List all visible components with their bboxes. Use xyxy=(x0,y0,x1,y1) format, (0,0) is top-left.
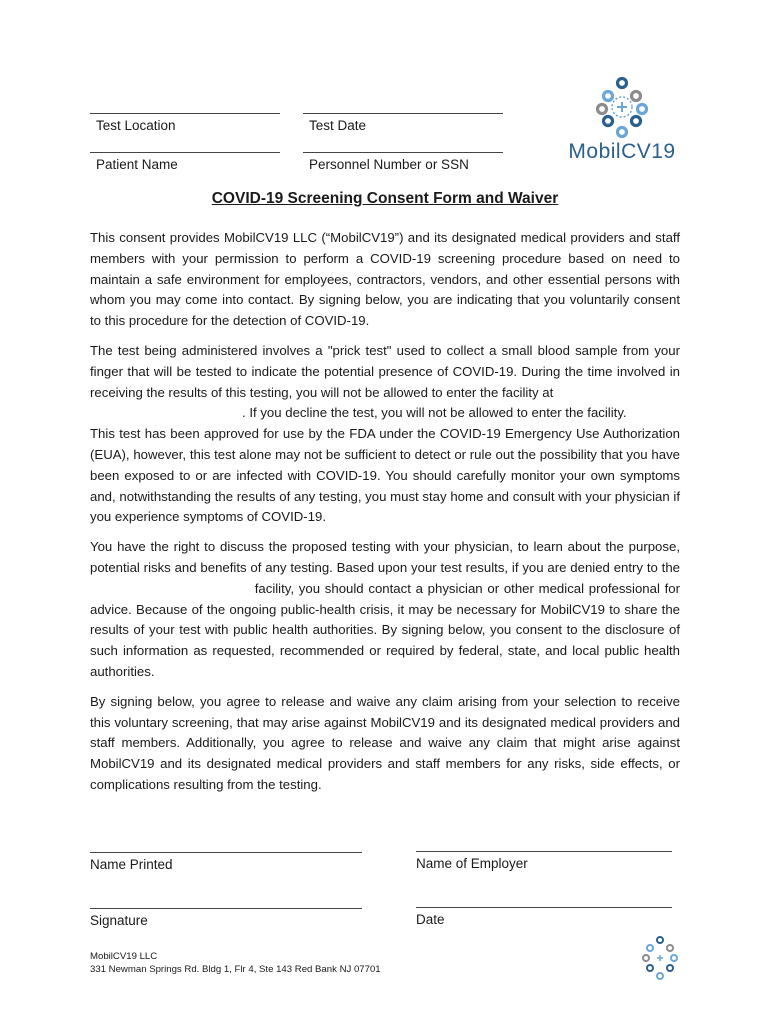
personnel-number-line xyxy=(303,152,503,153)
employer-line xyxy=(416,851,672,852)
patient-name-line xyxy=(90,152,280,153)
test-date-field[interactable] xyxy=(303,113,503,133)
footer-company: MobilCV19 LLC xyxy=(90,951,158,962)
signature-label: Signature xyxy=(90,913,148,928)
test-location-line xyxy=(90,113,280,114)
molecule-icon xyxy=(562,76,682,140)
paragraph-3-part-b: facility, you should contact a physician or other medical professional for advice. Because of the ongoing public-health crisis, it may be necessary for MobilCV19 to share the results of your test with public health authorities. By signing below, you consent to the disclosure of such information as requested, recommended or required by federal, state, and local public health authorities. xyxy=(90,580,680,679)
test-location-field[interactable] xyxy=(90,113,280,133)
footer-molecule-icon xyxy=(638,936,682,980)
form-title: COVID-19 Screening Consent Form and Waiver xyxy=(211,190,559,207)
mobilcv19-logo xyxy=(562,76,682,168)
test-date-line xyxy=(303,113,503,114)
paragraph-2-part-a: The test being administered involves a "prick test" used to collect a small blood sample from your finger that will be tested to indicate the potential presence of COVID-19. During the time involved in receiving the results of this testing, you will not be allowed to enter the facility at xyxy=(90,342,680,400)
patient-name-label: Patient Name xyxy=(96,157,178,172)
consent-paragraph-1: This consent provides MobilCV19 LLC (“MobilCV19”) and its designated medical providers and staff members with your permission to perform a COVID-19 screening procedure based on need to maintain a safe environment for employees, contractors, vendors, and other essential persons with whom you may come into contact. By signing below, you are indicating that you voluntarily consent to this procedure for the detection of COVID-19. xyxy=(90,230,680,329)
footer xyxy=(90,950,381,976)
name-printed-label: Name Printed xyxy=(90,857,173,872)
test-date-label: Test Date xyxy=(309,118,367,133)
signature-field[interactable] xyxy=(90,908,362,928)
logo-text: MobilCV19 xyxy=(568,140,676,163)
patient-name-field[interactable] xyxy=(90,152,280,172)
paragraph-2-part-b: . If you decline the test, you will not be allowed to enter the facility. xyxy=(242,405,627,421)
paragraph-3-part-a: You have the right to discuss the proposed testing with your physician, to learn about the purpose, potential risks and benefits of any testing. Based upon your test results, if you are denied entry to the xyxy=(90,539,680,575)
consent-body xyxy=(90,228,680,805)
footer-address: 331 Newman Springs Rd. Bldg 1, Flr 4, Ste 143 Red Bank NJ 07701 xyxy=(90,964,381,975)
name-printed-line xyxy=(90,852,362,853)
date-label: Date xyxy=(416,912,445,927)
consent-paragraph-4: By signing below, you agree to release and waive any claim arising from your selection to receive this voluntary screening, that may arise against MobilCV19 and its designated medical providers and staff members. Additionally, you agree to release and waive any claim that might arise against MobilCV19 and its designated medical providers and staff members for any risks, side effects, or complications resulting from the testing. xyxy=(90,693,680,792)
consent-paragraph-2c: This test has been approved for use by the FDA under the COVID-19 Emergency Use Authorization (EUA), however, this test alone may not be sufficient to detect or rule out the possibility that you have been exposed to or are infected with COVID-19. You should carefully monitor your own symptoms and, notwithstanding the results of any testing, you must stay home and consult with your physician if you experience symptoms of COVID-19. xyxy=(90,426,680,525)
employer-label: Name of Employer xyxy=(416,856,528,871)
personnel-number-field[interactable] xyxy=(303,152,503,172)
employer-field[interactable] xyxy=(416,851,672,871)
date-line xyxy=(416,907,672,908)
personnel-number-label: Personnel Number or SSN xyxy=(309,157,469,172)
date-field[interactable] xyxy=(416,907,672,927)
signature-line xyxy=(90,908,362,909)
consent-paragraph-3 xyxy=(90,537,680,683)
test-location-label: Test Location xyxy=(96,118,176,133)
consent-paragraph-2 xyxy=(90,341,680,424)
name-printed-field[interactable] xyxy=(90,852,362,872)
